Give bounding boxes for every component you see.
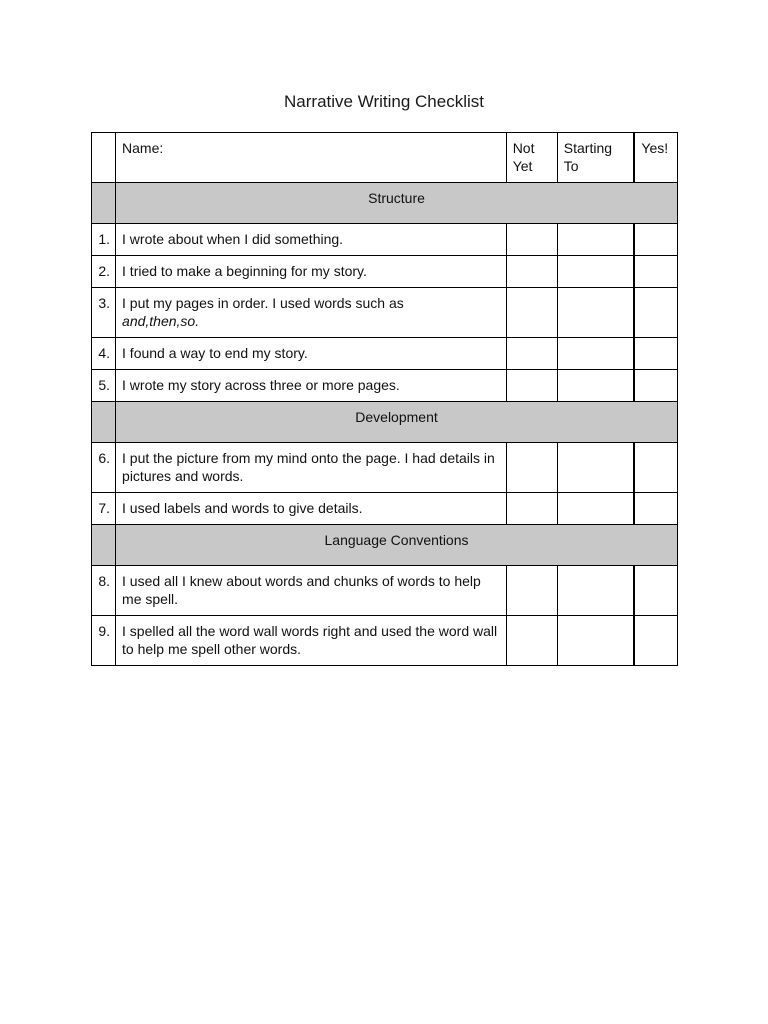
item-text: I used labels and words to give details. — [116, 493, 507, 525]
not-yet-checkbox-cell[interactable] — [506, 288, 557, 338]
header-row — [92, 133, 678, 183]
starting-to-checkbox-cell[interactable] — [557, 224, 634, 256]
checklist-row — [92, 288, 678, 338]
checklist-row — [92, 443, 678, 493]
not-yet-checkbox-cell[interactable] — [506, 566, 557, 616]
item-text: I used all I knew about words and chunks of words to help me spell. — [116, 566, 507, 616]
section-number-cell — [92, 525, 116, 566]
item-number: 6. — [92, 443, 116, 493]
item-text: I wrote my story across three or more pages. — [116, 370, 507, 402]
yes-checkbox-cell[interactable] — [634, 256, 677, 288]
not-yet-checkbox-cell[interactable] — [506, 338, 557, 370]
item-number: 3. — [92, 288, 116, 338]
starting-to-checkbox-cell[interactable] — [557, 493, 634, 525]
item-text: I put the picture from my mind onto the page. I had details in pictures and words. — [116, 443, 507, 493]
not-yet-checkbox-cell[interactable] — [506, 443, 557, 493]
section-header-row — [92, 402, 678, 443]
page-title: Narrative Writing Checklist — [284, 92, 484, 111]
item-text: I tried to make a beginning for my story. — [116, 256, 507, 288]
starting-to-checkbox-cell[interactable] — [557, 288, 634, 338]
yes-checkbox-cell[interactable] — [634, 443, 677, 493]
item-number: 4. — [92, 338, 116, 370]
item-example-words: and,then,so. — [122, 312, 200, 329]
not-yet-checkbox-cell[interactable] — [506, 493, 557, 525]
checklist-row — [92, 616, 678, 666]
checklist-row — [92, 566, 678, 616]
section-label-structure: Structure — [116, 183, 678, 224]
not-yet-checkbox-cell[interactable] — [506, 256, 557, 288]
starting-to-checkbox-cell[interactable] — [557, 256, 634, 288]
checklist-row — [92, 224, 678, 256]
section-number-cell — [92, 402, 116, 443]
section-label-development: Development — [116, 402, 678, 443]
not-yet-checkbox-cell[interactable] — [506, 616, 557, 666]
section-number-cell — [92, 183, 116, 224]
name-field[interactable] — [116, 133, 507, 183]
starting-to-checkbox-cell[interactable] — [557, 338, 634, 370]
item-number: 9. — [92, 616, 116, 666]
checklist-table — [91, 132, 678, 666]
name-label: Name: — [122, 140, 164, 156]
yes-checkbox-cell[interactable] — [634, 370, 677, 402]
section-header-row — [92, 525, 678, 566]
item-text — [116, 288, 507, 338]
yes-checkbox-cell[interactable] — [634, 338, 677, 370]
not-yet-checkbox-cell[interactable] — [506, 224, 557, 256]
yes-checkbox-cell[interactable] — [634, 616, 677, 666]
section-label-language-conventions: Language Conventions — [116, 525, 678, 566]
checklist-row — [92, 256, 678, 288]
starting-to-header: Starting To — [557, 133, 634, 183]
starting-to-checkbox-cell[interactable] — [557, 443, 634, 493]
item-text: I found a way to end my story. — [116, 338, 507, 370]
yes-checkbox-cell[interactable] — [634, 566, 677, 616]
yes-checkbox-cell[interactable] — [634, 288, 677, 338]
yes-checkbox-cell[interactable] — [634, 493, 677, 525]
item-text: I wrote about when I did something. — [116, 224, 507, 256]
item-text-main: I put my pages in order. I used words such as — [122, 295, 404, 311]
yes-checkbox-cell[interactable] — [634, 224, 677, 256]
starting-to-checkbox-cell[interactable] — [557, 370, 634, 402]
starting-to-checkbox-cell[interactable] — [557, 566, 634, 616]
header-number-cell — [92, 133, 116, 183]
item-number: 8. — [92, 566, 116, 616]
item-number: 7. — [92, 493, 116, 525]
not-yet-header: Not Yet — [506, 133, 557, 183]
checklist-row — [92, 338, 678, 370]
checklist-row — [92, 370, 678, 402]
checklist-row — [92, 493, 678, 525]
item-text: I spelled all the word wall words right and used the word wall to help me spell other words. — [116, 616, 507, 666]
section-header-row — [92, 183, 678, 224]
starting-to-checkbox-cell[interactable] — [557, 616, 634, 666]
item-number: 1. — [92, 224, 116, 256]
item-number: 5. — [92, 370, 116, 402]
yes-header: Yes! — [634, 133, 677, 183]
item-number: 2. — [92, 256, 116, 288]
not-yet-checkbox-cell[interactable] — [506, 370, 557, 402]
